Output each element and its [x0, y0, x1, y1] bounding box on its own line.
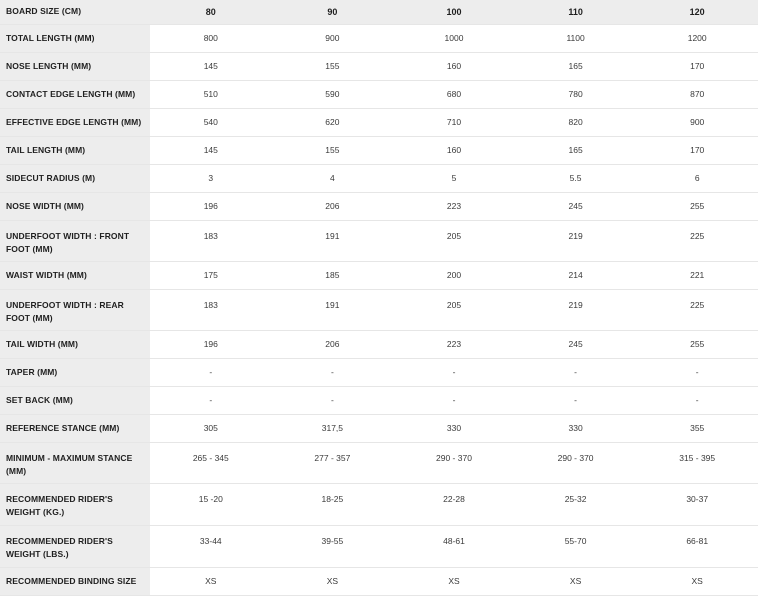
table-cell: 205	[393, 289, 515, 330]
table-cell: 145	[150, 52, 272, 80]
row-label: NOSE LENGTH (MM)	[0, 52, 150, 80]
table-cell: 6	[636, 164, 758, 192]
table-cell: 225	[636, 289, 758, 330]
header-row	[0, 0, 758, 24]
table-cell: -	[515, 358, 637, 386]
size-header: 120	[636, 0, 758, 24]
row-label: RECOMMENDED BINDING SIZE	[0, 567, 150, 595]
table-cell: 277 - 357	[272, 442, 394, 483]
table-cell: 4	[272, 164, 394, 192]
table-cell: 1200	[636, 24, 758, 52]
row-label: TOTAL LENGTH (MM)	[0, 24, 150, 52]
row-label: TAIL LENGTH (MM)	[0, 136, 150, 164]
row-label: EFFECTIVE EDGE LENGTH (MM)	[0, 108, 150, 136]
table-cell: 3	[150, 164, 272, 192]
table-cell: -	[150, 358, 272, 386]
table-cell: 160	[393, 136, 515, 164]
table-cell: 5.5	[515, 164, 637, 192]
table-cell: 206	[272, 192, 394, 220]
table-cell: 315 - 395	[636, 442, 758, 483]
table-cell: 196	[150, 192, 272, 220]
board-size-header: BOARD SIZE (CM)	[0, 0, 150, 24]
table-cell: 18-25	[272, 483, 394, 525]
table-cell: 317,5	[272, 414, 394, 442]
table-row	[0, 80, 758, 108]
table-cell: XS	[636, 567, 758, 595]
table-cell: -	[272, 358, 394, 386]
table-cell: XS	[150, 567, 272, 595]
table-row	[0, 442, 758, 483]
table-cell: 780	[515, 80, 637, 108]
row-label: WAIST WIDTH (MM)	[0, 261, 150, 289]
table-cell: XS	[393, 567, 515, 595]
row-label: TAIL WIDTH (MM)	[0, 330, 150, 358]
row-label: UNDERFOOT WIDTH : REAR FOOT (MM)	[0, 289, 150, 330]
table-row	[0, 164, 758, 192]
table-cell: 870	[636, 80, 758, 108]
table-cell: 510	[150, 80, 272, 108]
row-label: REFERENCE STANCE (MM)	[0, 414, 150, 442]
table-cell: 900	[636, 108, 758, 136]
table-cell: 200	[393, 261, 515, 289]
table-cell: 1100	[515, 24, 637, 52]
table-cell: 170	[636, 52, 758, 80]
table-cell: 219	[515, 289, 637, 330]
table-cell: 39-55	[272, 525, 394, 567]
table-row	[0, 108, 758, 136]
table-cell: 145	[150, 136, 272, 164]
table-cell: 33-44	[150, 525, 272, 567]
table-cell: 225	[636, 220, 758, 261]
table-cell: 165	[515, 136, 637, 164]
table-cell: 255	[636, 330, 758, 358]
row-label: RECOMMENDED RIDER'S WEIGHT (KG.)	[0, 483, 150, 525]
table-cell: 820	[515, 108, 637, 136]
table-cell: 800	[150, 24, 272, 52]
table-cell: 223	[393, 192, 515, 220]
table-row	[0, 220, 758, 261]
table-cell: 206	[272, 330, 394, 358]
table-cell: 175	[150, 261, 272, 289]
table-cell: 160	[393, 52, 515, 80]
table-cell: -	[636, 358, 758, 386]
table-cell: 214	[515, 261, 637, 289]
table-cell: 155	[272, 52, 394, 80]
table-cell: 290 - 370	[393, 442, 515, 483]
table-cell: 191	[272, 220, 394, 261]
row-label: CONTACT EDGE LENGTH (MM)	[0, 80, 150, 108]
table-cell: -	[393, 358, 515, 386]
table-row	[0, 136, 758, 164]
table-cell: 185	[272, 261, 394, 289]
table-row	[0, 192, 758, 220]
table-cell: -	[272, 386, 394, 414]
table-cell: 245	[515, 192, 637, 220]
table-cell: -	[636, 386, 758, 414]
table-cell: -	[150, 386, 272, 414]
table-cell: 66-81	[636, 525, 758, 567]
table-body	[0, 24, 758, 595]
table-cell: 255	[636, 192, 758, 220]
row-label: SIDECUT RADIUS (M)	[0, 164, 150, 192]
table-cell: 680	[393, 80, 515, 108]
table-cell: 590	[272, 80, 394, 108]
table-cell: XS	[515, 567, 637, 595]
row-label: MINIMUM - MAXIMUM STANCE (MM)	[0, 442, 150, 483]
table-row	[0, 358, 758, 386]
table-row	[0, 289, 758, 330]
table-cell: 355	[636, 414, 758, 442]
table-cell: 191	[272, 289, 394, 330]
table-cell: 305	[150, 414, 272, 442]
table-cell: 183	[150, 289, 272, 330]
row-label: UNDERFOOT WIDTH : FRONT FOOT (MM)	[0, 220, 150, 261]
table-cell: 265 - 345	[150, 442, 272, 483]
table-row	[0, 525, 758, 567]
table-cell: 290 - 370	[515, 442, 637, 483]
table-cell: -	[515, 386, 637, 414]
table-row	[0, 24, 758, 52]
table-cell: 30-37	[636, 483, 758, 525]
row-label: NOSE WIDTH (MM)	[0, 192, 150, 220]
row-label: TAPER (MM)	[0, 358, 150, 386]
table-row	[0, 330, 758, 358]
table-cell: 330	[515, 414, 637, 442]
table-cell: 183	[150, 220, 272, 261]
size-header: 110	[515, 0, 637, 24]
table-cell: 710	[393, 108, 515, 136]
table-cell: 900	[272, 24, 394, 52]
size-header: 90	[272, 0, 394, 24]
table-cell: 170	[636, 136, 758, 164]
table-cell: 205	[393, 220, 515, 261]
row-label: RECOMMENDED RIDER'S WEIGHT (LBS.)	[0, 525, 150, 567]
table-cell: 22-28	[393, 483, 515, 525]
table-cell: 330	[393, 414, 515, 442]
table-row	[0, 414, 758, 442]
table-cell: -	[393, 386, 515, 414]
row-label: SET BACK (MM)	[0, 386, 150, 414]
size-header: 80	[150, 0, 272, 24]
table-row	[0, 386, 758, 414]
table-cell: 221	[636, 261, 758, 289]
table-cell: 1000	[393, 24, 515, 52]
table-cell: 245	[515, 330, 637, 358]
table-cell: 540	[150, 108, 272, 136]
table-row	[0, 483, 758, 525]
table-cell: 55-70	[515, 525, 637, 567]
table-cell: 196	[150, 330, 272, 358]
table-cell: 620	[272, 108, 394, 136]
table-cell: 165	[515, 52, 637, 80]
size-header: 100	[393, 0, 515, 24]
table-cell: XS	[272, 567, 394, 595]
table-cell: 5	[393, 164, 515, 192]
table-row	[0, 52, 758, 80]
table-cell: 15 -20	[150, 483, 272, 525]
table-cell: 219	[515, 220, 637, 261]
table-cell: 48-61	[393, 525, 515, 567]
table-row	[0, 567, 758, 595]
table-cell: 223	[393, 330, 515, 358]
table-cell: 25-32	[515, 483, 637, 525]
table-row	[0, 261, 758, 289]
table-cell: 155	[272, 136, 394, 164]
